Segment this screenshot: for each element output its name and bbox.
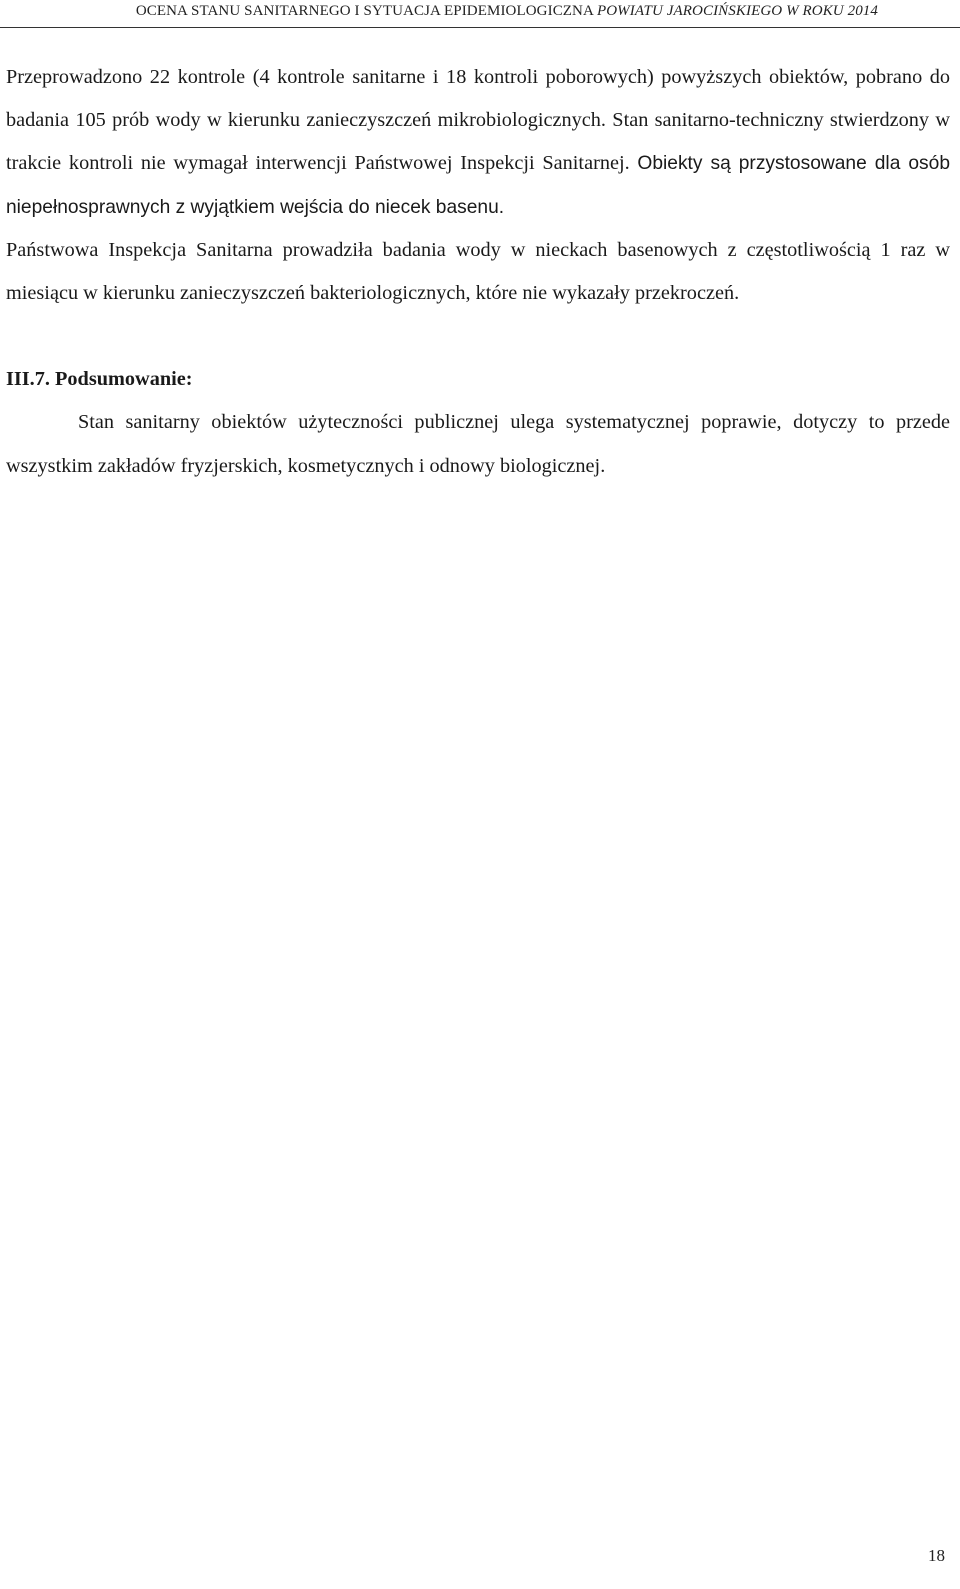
paragraph-inspections-text: Przeprowadzono 22 kontrole (4 kontrole sanitarne i 18 kontroli poborowych) powyższych obiektów, pobrano do badania 105 prób wody w kierunku zanieczyszczeń mikrobiologicznych. Stan sanitarno-techniczny stwierdzony w trakcie kontroli nie wymagał interwencji Państwowej Inspekcji Sanitarnej. xyxy=(6,66,950,175)
header-divider xyxy=(0,27,960,28)
header-title xyxy=(136,3,878,20)
paragraph-inspections xyxy=(6,56,950,229)
section-heading: III.7. Podsumowanie: xyxy=(6,368,193,391)
header-title-part2: POWIATU JAROCIŃSKIEGO W ROKU 2014 xyxy=(596,3,878,19)
paragraph-pool-testing: Państwowa Inspekcja Sanitarna prowadziła badania wody w nieckach basenowych z częstotliwością 1 raz w miesiącu w kierunku zanieczyszczeń bakteriologicznych, które nie wykazały przekroczeń. xyxy=(6,238,950,305)
page-number: 18 xyxy=(928,1546,945,1565)
paragraph-accessibility-text: Obiekty są przystosowane dla osób niepełnosprawnych z wyjątkiem wejścia do niecek basenu. xyxy=(6,153,950,218)
header-title-part1: OCENA STANU SANITARNEGO I SYTUACJA EPIDEMIOLOGICZNA xyxy=(135,3,597,19)
page-content xyxy=(6,56,950,488)
running-header xyxy=(0,0,960,28)
paragraph-summary: Stan sanitarny obiektów użyteczności publicznej ulega systematycznej poprawie, dotyczy to przede wszystkim zakładów fryzjerskich, kosmetycznych i odnowy biologicznej. xyxy=(6,411,950,477)
